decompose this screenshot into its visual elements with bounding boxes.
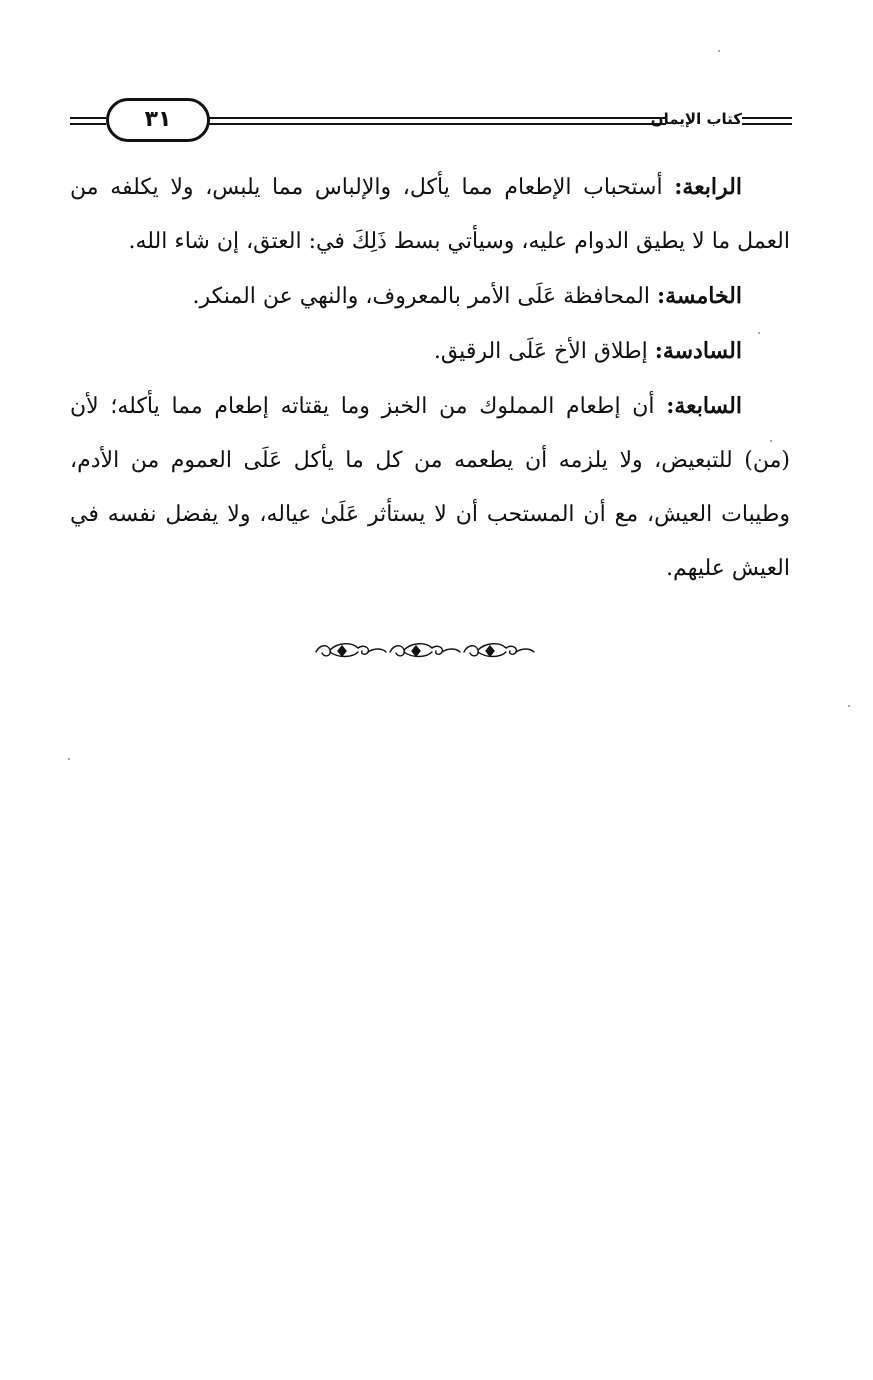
page-header — [70, 98, 792, 150]
header-rule-left-thin — [70, 123, 106, 124]
paragraph-text: أستحباب الإطعام مما يأكل، والإلباس مما يلبس، ولا يكلفه من العمل ما لا يطيق الدوام عليه، وسيأتي بسط ذَلِكَ في: العتق، إن شاء الله. — [70, 175, 790, 254]
paragraph-sixth — [70, 324, 790, 379]
scan-speck — [758, 332, 760, 334]
floral-divider-icon — [312, 636, 538, 666]
page-number: ٣١ — [106, 98, 210, 142]
scan-speck — [718, 50, 720, 52]
scan-speck — [770, 440, 772, 442]
paragraph-lead: السادسة: — [654, 338, 742, 364]
paragraph-text: إطلاق الأخ عَلَى الرقيق. — [433, 339, 655, 364]
running-title: كتاب الإيمان — [650, 110, 742, 128]
paragraph-fifth — [70, 269, 790, 324]
scan-speck — [68, 758, 70, 760]
paragraph-lead: الرابعة: — [674, 174, 742, 200]
paragraph-seventh — [70, 379, 790, 596]
paragraph-lead: الخامسة: — [656, 283, 742, 309]
header-rule-main-thin — [170, 123, 666, 124]
paragraph-text: أن إطعام المملوك من الخبز وما يقتاته إطعام مما يأكله؛ لأن (من) للتبعيض، ولا يلزمه أن يطعمه من كل ما يأكل عَلَى العموم من الأدم، وطيبات العيش، مع أن المستحب أن لا يستأثر عَلَىٰ عياله، ولا يفضل نفسه في العيش عليهم. — [70, 394, 790, 581]
header-rule-right-thin — [742, 123, 792, 124]
body-text — [70, 160, 790, 596]
scan-speck — [848, 705, 850, 707]
paragraph-lead: السابعة: — [666, 393, 742, 419]
paragraph-fourth — [70, 160, 790, 269]
paragraph-text: المحافظة عَلَى الأمر بالمعروف، والنهي عن المنكر. — [192, 284, 657, 309]
